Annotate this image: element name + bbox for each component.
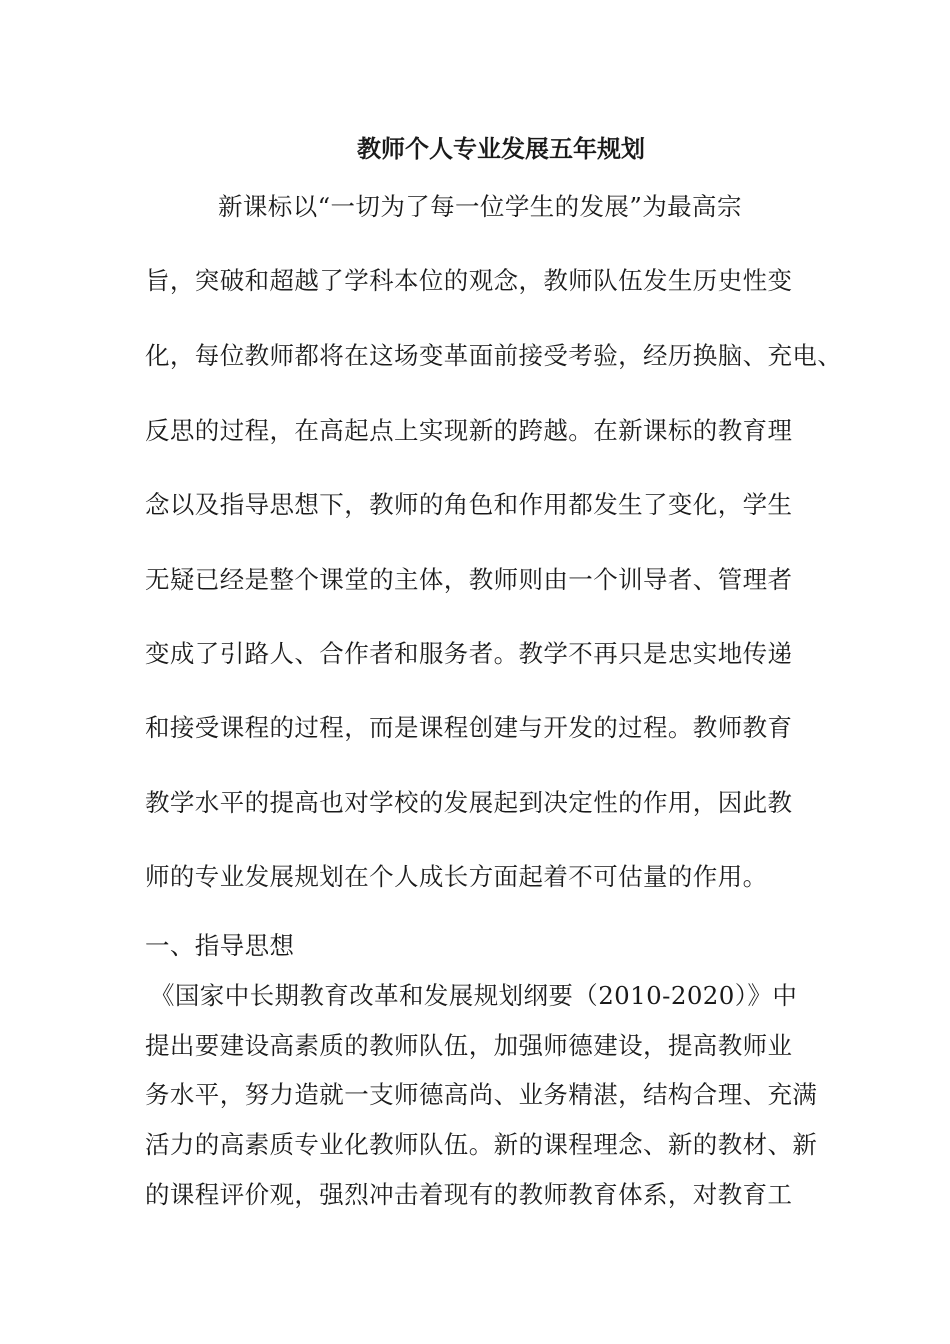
- document-title: 教师个人专业发展五年规划: [357, 135, 645, 163]
- section1-line-2: 提出要建设高素质的教师队伍，加强师德建设，提高教师业: [145, 1031, 793, 1060]
- section1-line-4: 活力的高素质专业化教师队伍。新的课程理念、新的教材、新: [145, 1130, 818, 1159]
- intro-line-3: 化，每位教师都将在这场变革面前接受考验，经历换脑、充电、: [145, 341, 843, 370]
- intro-line-10: 师的专业发展规划在个人成长方面起着不可估量的作用。: [145, 862, 768, 891]
- intro-line-4: 反思的过程，在高起点上实现新的跨越。在新课标的教育理: [145, 416, 793, 445]
- section-heading-guiding-ideology: 一、指导思想: [145, 931, 295, 960]
- intro-line-2: 旨，突破和超越了学科本位的观念，教师队伍发生历史性变: [145, 266, 793, 295]
- intro-line-5: 念以及指导思想下，教师的角色和作用都发生了变化，学生: [145, 490, 793, 519]
- section1-line-1: 《国家中长期教育改革和发展规划纲要（2010-2020）》中: [150, 981, 798, 1010]
- intro-line-9: 教学水平的提高也对学校的发展起到决定性的作用，因此教: [145, 788, 793, 817]
- section1-line-5: 的课程评价观，强烈冲击着现有的教师教育体系，对教育工: [145, 1180, 793, 1209]
- intro-line-6: 无疑已经是整个课堂的主体，教师则由一个训导者、管理者: [145, 565, 793, 594]
- intro-line-1: 新课标以“一切为了每一位学生的发展”为最高宗: [218, 192, 742, 221]
- intro-line-8: 和接受课程的过程，而是课程创建与开发的过程。教师教育: [145, 713, 793, 742]
- section1-line-3: 务水平，努力造就一支师德高尚、业务精湛，结构合理、充满: [145, 1080, 818, 1109]
- intro-line-7: 变成了引路人、合作者和服务者。教学不再只是忠实地传递: [145, 639, 793, 668]
